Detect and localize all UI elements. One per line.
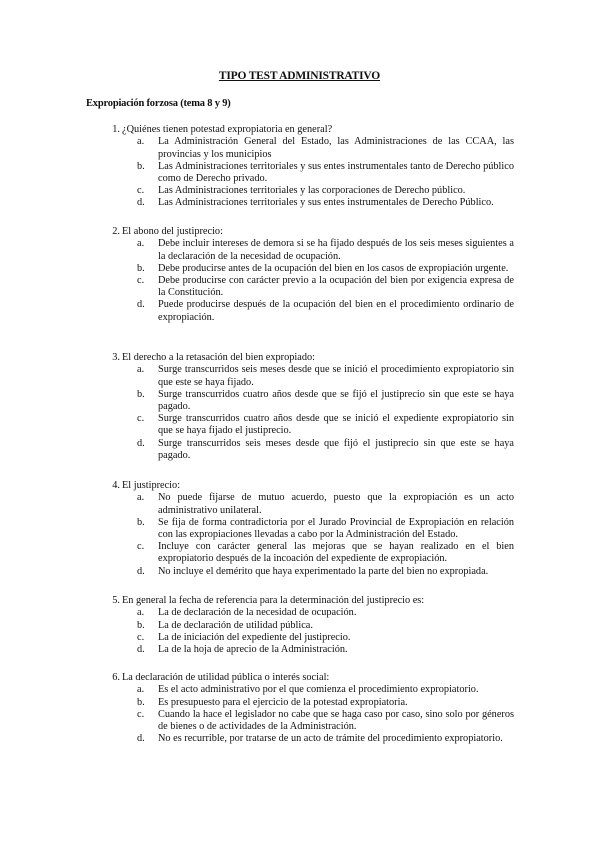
question-number: 5. bbox=[112, 595, 120, 606]
option-letter: c. bbox=[137, 541, 145, 553]
option-text: La de declaración de la necesidad de ocupación. bbox=[158, 607, 357, 619]
option-b bbox=[0, 517, 599, 541]
option-text: Surge transcurridos seis meses desde que fijó el justiprecio sin que este se haya pagado. bbox=[158, 437, 514, 461]
option-letter: a. bbox=[137, 136, 145, 148]
option-b bbox=[0, 697, 599, 709]
option-text: Debe producirse antes de la ocupación del bien en los casos de expropiación urgente. bbox=[158, 262, 509, 274]
option-text: Es el acto administrativo por el que comienza el procedimiento expropiatorio. bbox=[158, 684, 479, 696]
option-text: No puede fijarse de mutuo acuerdo, puesto que la expropiación es un acto administrativo unilateral. bbox=[158, 492, 514, 516]
option-d bbox=[0, 197, 599, 209]
option-letter: d. bbox=[137, 437, 145, 449]
option-text: Puede producirse después de la ocupación del bien en el procedimiento ordinario de expropiación. bbox=[158, 299, 514, 323]
question-text: ¿Quiénes tienen potestad expropiatoria en general? bbox=[122, 124, 333, 135]
option-text: Surge transcurridos cuatro años desde que se fijó el justiprecio sin que este se haya pagado. bbox=[158, 388, 514, 412]
option-b bbox=[0, 263, 599, 275]
option-b bbox=[0, 161, 599, 185]
option-letter: a. bbox=[137, 238, 145, 250]
option-letter: a. bbox=[137, 364, 145, 376]
option-text: Es presupuesto para el ejercicio de la potestad expropiatoria. bbox=[158, 696, 408, 708]
option-d bbox=[0, 644, 599, 656]
option-text: La de declaración de utilidad pública. bbox=[158, 619, 313, 631]
option-list bbox=[0, 364, 599, 462]
option-text: Surge transcurridos seis meses desde que se inició el procedimiento expropiatorio sin que este se haya fijado. bbox=[158, 364, 514, 388]
option-letter: d. bbox=[137, 565, 145, 577]
option-text: Las Administraciones territoriales y sus entes instrumentales de Derecho Público. bbox=[158, 197, 494, 209]
option-letter: b. bbox=[137, 160, 145, 172]
option-text: Debe producirse con carácter previo a la ocupación del bien por exigencia expresa de la Constitución. bbox=[158, 275, 514, 299]
option-c bbox=[0, 185, 599, 197]
option-a bbox=[0, 238, 599, 262]
option-letter: b. bbox=[137, 262, 145, 274]
question-number: 6. bbox=[112, 672, 120, 683]
option-list bbox=[0, 238, 599, 323]
option-letter: b. bbox=[137, 696, 145, 708]
question-text: La declaración de utilidad pública o interés social: bbox=[122, 672, 330, 683]
option-c bbox=[0, 709, 599, 733]
option-letter: d. bbox=[137, 644, 145, 655]
question-text: El derecho a la retasación del bien expropiado: bbox=[122, 352, 315, 363]
option-text: La de iniciación del expediente del justiprecio. bbox=[158, 631, 351, 643]
option-c bbox=[0, 413, 599, 437]
option-a bbox=[0, 136, 599, 160]
option-text: Surge transcurridos cuatro años desde que se inició el expediente expropiatorio sin que se haya fijado el justiprecio. bbox=[158, 413, 514, 437]
option-text: Se fija de forma contradictoria por el Jurado Provincial de Expropiación en relación con las expropiaciones llevadas a cabo por la Administración del Estado. bbox=[158, 516, 514, 540]
option-a bbox=[0, 492, 599, 516]
question-text: El justiprecio: bbox=[122, 480, 181, 491]
option-a bbox=[0, 364, 599, 388]
option-a bbox=[0, 684, 599, 696]
option-letter: c. bbox=[137, 275, 145, 286]
option-d bbox=[0, 566, 599, 578]
question-text: En general la fecha de referencia para la determinación del justiprecio es: bbox=[122, 595, 425, 606]
option-letter: d. bbox=[137, 733, 145, 745]
option-a bbox=[0, 607, 599, 619]
option-text: No incluye el demérito que haya experimentado la parte del bien no expropiada. bbox=[158, 565, 489, 577]
option-letter: a. bbox=[137, 684, 145, 696]
option-list bbox=[0, 684, 599, 745]
option-letter: d. bbox=[137, 299, 145, 311]
option-c bbox=[0, 275, 599, 299]
option-letter: a. bbox=[137, 492, 145, 504]
option-list bbox=[0, 136, 599, 209]
option-text: La de la hoja de aprecio de la Administración. bbox=[158, 644, 348, 655]
option-text: Cuando la hace el legislador no cabe que se haga caso por caso, sino solo por géneros de bienes o de actividades de la Administración. bbox=[158, 708, 514, 732]
option-letter: c. bbox=[137, 185, 145, 197]
option-list bbox=[0, 492, 599, 577]
option-c bbox=[0, 632, 599, 644]
question-number: 2. bbox=[112, 226, 120, 237]
option-letter: c. bbox=[137, 708, 145, 720]
question-number: 1. bbox=[112, 124, 120, 135]
option-b bbox=[0, 389, 599, 413]
section-heading: Expropiación forzosa (tema 8 y 9) bbox=[86, 98, 231, 109]
option-text: Las Administraciones territoriales y las corporaciones de Derecho público. bbox=[158, 185, 466, 197]
option-text: Incluye con carácter general las mejoras que se hayan realizado en el bien expropiatorio después de la incoación del expediente de expropiación. bbox=[158, 541, 514, 565]
option-letter: c. bbox=[137, 413, 145, 425]
option-text: Debe incluir intereses de demora si se ha fijado después de los seis meses siguientes a la declaración de la necesidad de ocupación. bbox=[158, 238, 514, 262]
question-text: El abono del justiprecio: bbox=[122, 226, 223, 237]
document-title: TIPO TEST ADMINISTRATIVO bbox=[218, 70, 381, 82]
option-letter: b. bbox=[137, 388, 145, 400]
option-d bbox=[0, 733, 599, 745]
option-c bbox=[0, 541, 599, 565]
question-number: 4. bbox=[112, 480, 120, 491]
option-d bbox=[0, 299, 599, 323]
option-text: La Administración General del Estado, las Administraciones de las CCAA, las provincias y los municipios bbox=[158, 136, 514, 160]
option-text: Las Administraciones territoriales y sus entes instrumentales tanto de Derecho público como de Derecho privado. bbox=[158, 160, 514, 184]
option-letter: d. bbox=[137, 197, 145, 209]
option-d bbox=[0, 438, 599, 462]
option-letter: a. bbox=[137, 607, 145, 619]
option-b bbox=[0, 620, 599, 632]
option-list bbox=[0, 607, 599, 656]
question-number: 3. bbox=[112, 352, 120, 363]
option-text: No es recurrible, por tratarse de un acto de trámite del procedimiento expropiatorio. bbox=[158, 733, 503, 745]
option-letter: c. bbox=[137, 631, 145, 643]
option-letter: b. bbox=[137, 619, 145, 631]
option-letter: b. bbox=[137, 516, 145, 528]
